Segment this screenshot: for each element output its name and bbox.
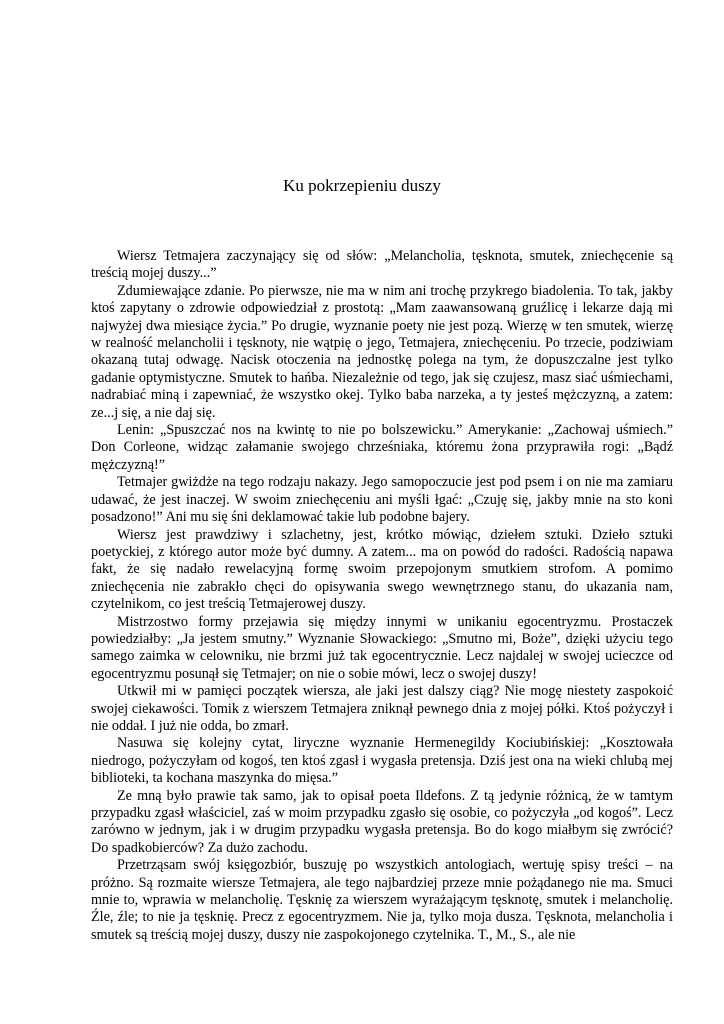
paragraph-6: Mistrzostwo formy przejawia się między innymi w unikaniu egocentryzmu. Prostaczek powiedziałby: „Ja jestem smutny.” Wyznanie Słowackiego: „Smutno mi, Boże”, dzięki użyciu tego samego zaimka w celowniku, nie brzmi już tak egocentrycznie. Lecz najdalej w swojej ucieczce od egocentryzmu posunął się Tetmajer; on nie o sobie mówi, lecz o swojej duszy! (91, 613, 673, 682)
paragraph-9: Ze mną było prawie tak samo, jak to opisał poeta Ildefons. Z tą jedynie różnicą, że w tamtym przypadku zgasł właściciel, zaś w moim przypadku zgasło się osobie, co pożyczyła „od kogoś”. Lecz zarówno w jednym, jak i w drugim przypadku wygasła pretensja. Bo do kogo miałbym się zwrócić? Do spadkobierców? Za dużo zachodu. (91, 787, 673, 856)
paragraph-5: Wiersz jest prawdziwy i szlachetny, jest, krótko mówiąc, dziełem sztuki. Dzieło sztuki poetyckiej, z którego autor może być dumny. A zatem... ma on powód do radości. Radością napawa fakt, że się nadało rewelacyjną formę swoim przepojonym smutkiem strofom. A pomimo zniechęcenia nie zabrakło chęci do opisywania swego wewnętrznego stanu, do ukazania nam, czytelnikom, co jest treścią Tetmajerowej duszy. (91, 526, 673, 613)
paragraph-1: Wiersz Tetmajera zaczynający się od słów: „Melancholia, tęsknota, smutek, zniechęcenie są treścią mojej duszy...” (91, 248, 673, 282)
paragraph-4: Tetmajer gwiżdże na tego rodzaju nakazy. Jego samopoczucie jest pod psem i on nie ma zamiaru udawać, że jest inaczej. W swoim zniechęceniu ani myśli łgać: „Czuję się, jakby mnie na sto koni posadzono!” Ani mu się śni deklamować takie lub podobne bajery. (91, 474, 673, 526)
paragraph-8: Nasuwa się kolejny cytat, liryczne wyznanie Hermenegildy Kociubińskiej: „Kosztowała niedrogo, pożyczyłam od kogoś, ten ktoś zgasł i wygasła pretensja. Dziś jest ona na wieki chlubą mej biblioteki, ta kochana maszynka do mięsa.” (91, 735, 673, 787)
paragraph-10: Przetrząsam swój księgozbiór, buszuję po wszystkich antologiach, wertuję spisy treści – na próżno. Są rozmaite wiersze Tetmajera, ale tego najbardziej przeze mnie pożądanego nie ma. Smuci mnie to, wprawia w melancholię. Tęsknię za wierszem wyrażającym tęsknotę, smutek i melancholię. Źle, źle; to nie ja tęsknię. Precz z egocentryzmem. Nie ja, tylko moja dusza. Tęsknota, melancholia i smutek są treścią mojej duszy, duszy nie zaspokojonego czytelnika. T., M., S., ale nie (91, 857, 673, 943)
paragraph-2: Zdumiewające zdanie. Po pierwsze, nie ma w nim ani trochę przykrego biadolenia. To tak, jakby ktoś zapytany o zdrowie odpowiedział z prostotą: „Mam zaawansowaną gruźlicę i lekarze dają mi najwyżej dwa miesiące życia.” Po drugie, wyznanie poety nie jest pozą. Wierzę w ten smutek, wierzę w realność melancholii i tęsknoty, nie wątpię o jego, Tetmajera, zniechęceniu. Po trzecie, podziwiam okazaną tutaj odwagę. Nacisk otoczenia na jednostkę polega na tym, że dopuszczalne jest tylko gadanie optymistyczne. Smutek to hańba. Niezależnie od tego, jak się czujesz, masz siać uśmiechami, nadrabiać miną i zapewniać, że wszystko okej. Tylko baba narzeka, a ty jesteś mężczyzną, a zatem: ze...j się, a nie daj się. (91, 282, 673, 421)
page-title: Ku pokrzepieniu duszy (283, 176, 441, 195)
paragraph-7: Utkwił mi w pamięci początek wiersza, ale jaki jest dalszy ciąg? Nie mogę niestety zaspokoić swojej ciekawości. Tomik z wierszem Tetmajera zniknął pewnego dnia z mojej półki. Ktoś pożyczył i nie oddał. I już nie odda, bo zmarł. (91, 683, 673, 734)
article-body (91, 248, 673, 944)
paragraph-3: Lenin: „Spuszczać nos na kwintę to nie po bolszewicku.” Amerykanie: „Zachowaj uśmiech.” Don Corleone, widząc załamanie swojego chrześniaka, któremu żona przyprawiła rogi: „Bądź mężczyzną!” (91, 422, 673, 473)
